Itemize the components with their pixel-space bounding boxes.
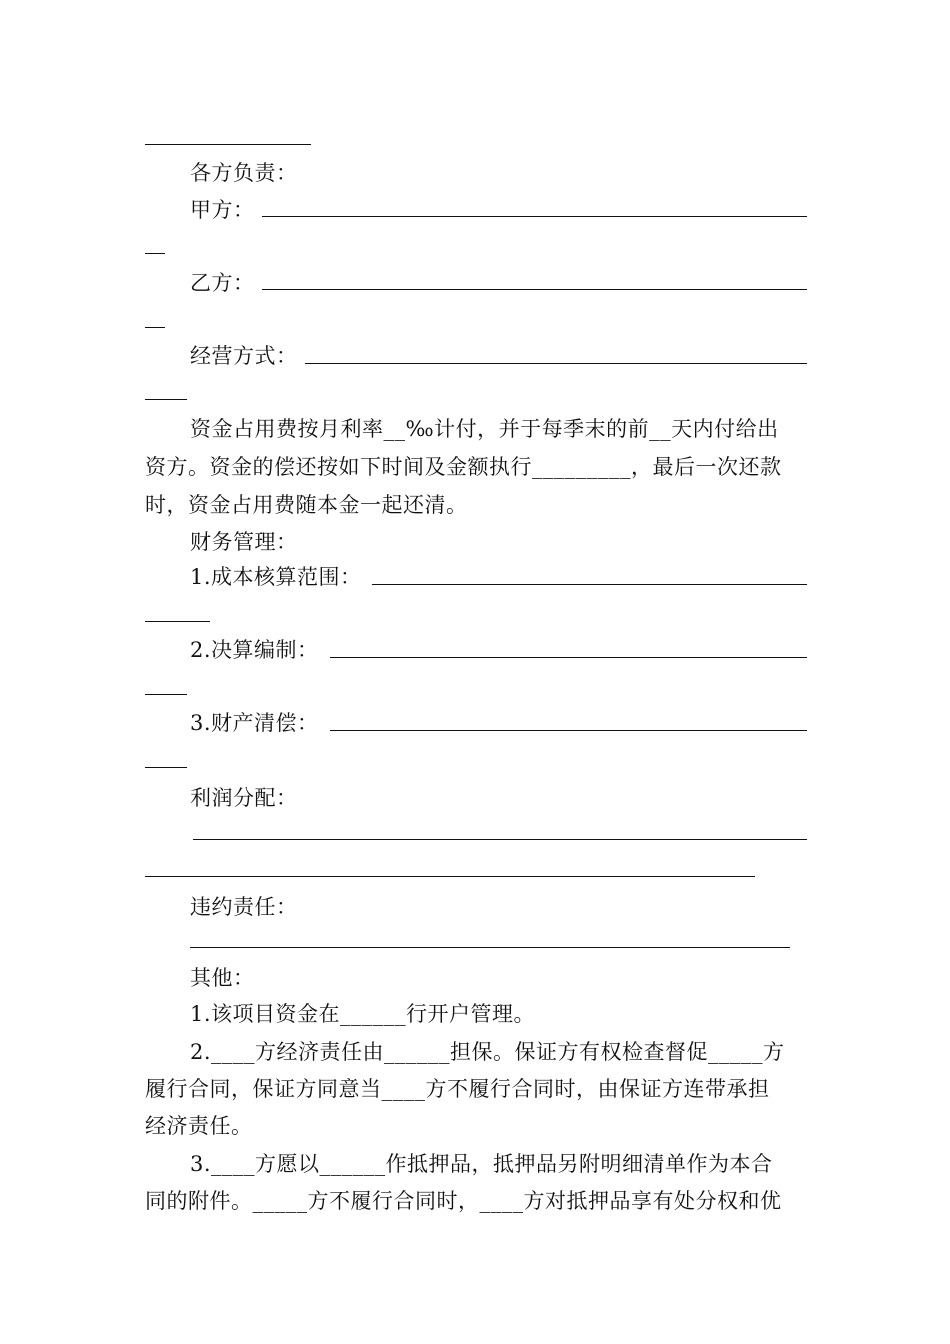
breach-heading: 违约责任： <box>190 895 298 919</box>
blank-line <box>145 399 187 400</box>
other-item-2-line-3: 经济责任。 <box>145 1114 253 1138</box>
other-item-1: 1.该项目资金在______行开户管理。 <box>190 1002 536 1026</box>
blank-line <box>262 289 807 290</box>
party-b-label: 乙方： <box>190 271 255 295</box>
blank-line <box>145 144 311 145</box>
capital-fee-line-3: 时，资金占用费随本金一起还清。 <box>145 493 468 517</box>
party-a-label: 甲方： <box>190 198 255 222</box>
blank-line <box>145 694 187 695</box>
blank-line <box>372 584 807 585</box>
settlement-label: 2.决算编制： <box>190 638 319 662</box>
blank-line <box>262 216 807 217</box>
profit-heading: 利润分配： <box>190 786 298 810</box>
blank-line <box>145 327 165 328</box>
blank-line <box>145 621 210 622</box>
other-item-3-line-2: 同的附件。_____方不履行合同时，____方对抵押品享有处分权和优 <box>145 1189 782 1213</box>
blank-line <box>145 876 755 877</box>
blank-line <box>330 657 807 658</box>
property-label: 3.财产清偿： <box>190 711 319 735</box>
capital-fee-line-1: 资金占用费按月利率__‰计付，并于每季末的前__天内付给出 <box>190 417 779 441</box>
other-item-2-line-2: 履行合同，保证方同意当____方不履行合同时，由保证方连带承担 <box>145 1077 770 1101</box>
capital-fee-line-2: 资方。资金的偿还按如下时间及金额执行_________，最后一次还款 <box>145 455 782 479</box>
other-item-2-line-1: 2.____方经济责任由______担保。保证方有权检查督促_____方 <box>190 1040 785 1064</box>
blank-line <box>145 253 165 254</box>
blank-line <box>145 767 187 768</box>
blank-line <box>193 839 807 840</box>
other-heading: 其他： <box>190 966 255 990</box>
cost-scope-label: 1.成本核算范围： <box>190 565 362 589</box>
finance-heading: 财务管理： <box>190 530 298 554</box>
business-mode-label: 经营方式： <box>190 344 298 368</box>
blank-line <box>190 947 790 948</box>
blank-line <box>330 730 807 731</box>
responsible-heading: 各方负责： <box>190 161 298 185</box>
other-item-3-line-1: 3.____方愿以______作抵押品，抵押品另附明细清单作为本合 <box>190 1152 773 1176</box>
blank-line <box>305 363 807 364</box>
